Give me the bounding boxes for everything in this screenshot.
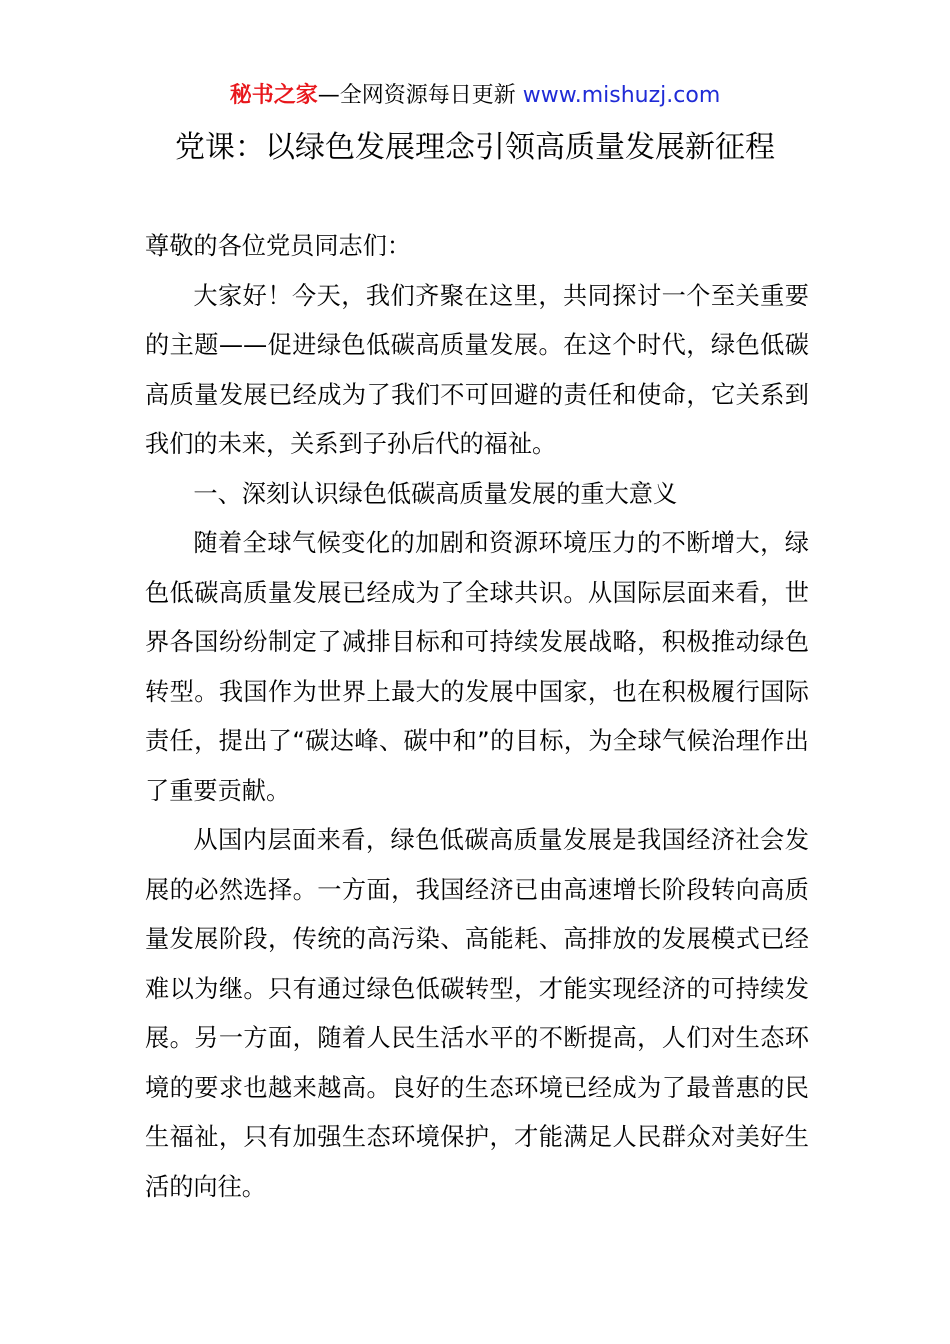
site-header — [0, 80, 950, 112]
site-url-link[interactable]: www.mishuzj.com — [522, 83, 721, 108]
document-title: 党课：以绿色发展理念引领高质量发展新征程 — [175, 130, 775, 165]
document-body — [145, 222, 809, 1212]
paragraph-international: 随着全球气候变化的加剧和资源环境压力的不断增大，绿色低碳高质量发展已经成为了全球共识。从国际层面来看，世界各国纷纷制定了减排目标和可持续发展战略，积极推动绿色转型。我国作为世界上最大的发展中国家，也在积极履行国际责任，提出了“碳达峰、碳中和”的目标，为全球气候治理作出了重要贡献。 — [145, 529, 809, 805]
paragraph-domestic: 从国内层面来看，绿色低碳高质量发展是我国经济社会发展的必然选择。一方面，我国经济已由高速增长阶段转向高质量发展阶段，传统的高污染、高能耗、高排放的发展模式已经难以为继。只有通过绿色低碳转型，才能实现经济的可持续发展。另一方面，随着人民生活水平的不断提高，人们对生态环境的要求也越来越高。良好的生态环境已经成为了最普惠的民生福祉，只有加强生态环境保护，才能满足人民群众对美好生活的向往。 — [145, 826, 809, 1201]
site-tagline: —全网资源每日更新 — [317, 83, 523, 108]
site-name: 秘书之家 — [229, 83, 318, 108]
salutation: 尊敬的各位党员同志们： — [145, 232, 412, 260]
section-heading-1: 一、深刻认识绿色低碳高质量发展的重大意义 — [193, 479, 678, 508]
paragraph-greeting: 大家好！今天，我们齐聚在这里，共同探讨一个至关重要的主题——促进绿色低碳高质量发展。在这个时代，绿色低碳高质量发展已经成为了我们不可回避的责任和使命，它关系到我们的未来，关系到子孙后代的福祉。 — [145, 281, 809, 458]
